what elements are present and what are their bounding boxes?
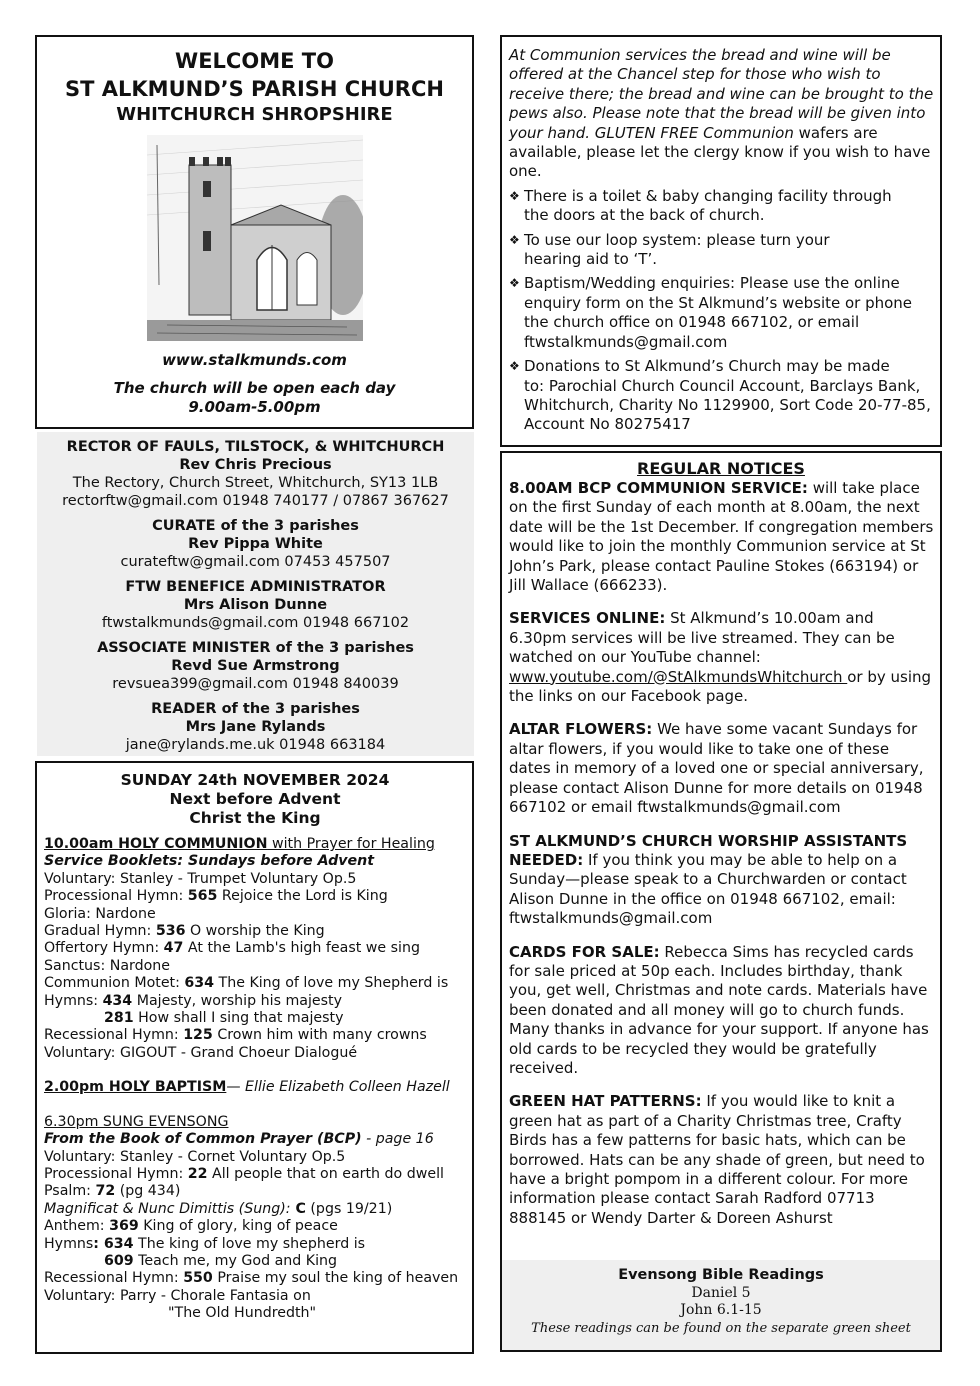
clergy-role: ASSOCIATE MINISTER of the 3 parishes	[97, 640, 414, 656]
music-line: Voluntary: GIGOUT - Grand Choeur Dialogué	[44, 1044, 358, 1061]
info-bullet: ❖ To use our loop system: please turn your hearing aid to ‘T’.	[509, 230, 830, 269]
info-bullet: ❖ There is a toilet & baby changing facility through the doors at the back of church.	[509, 186, 892, 225]
clergy-contact: jane@rylands.me.uk 01948 663184	[125, 737, 386, 753]
clergy-contact: ftwstalkmunds@gmail.com 01948 667102	[101, 615, 410, 631]
music-line: Voluntary: Parry - Chorale Fantasia on	[44, 1287, 311, 1304]
reading-line: Daniel 5	[691, 1285, 751, 1301]
regular-notices-box	[500, 451, 942, 1352]
canticle-line: Magnificat & Nunc Dimittis (Sung): C (pgs 19/21)	[44, 1200, 393, 1217]
service-feast: Christ the King	[189, 809, 321, 827]
clergy-contact: revsuea399@gmail.com 01948 840039	[112, 676, 399, 692]
music-line: Sanctus: Nardone	[44, 957, 171, 974]
opening-line1: The church will be open each day	[113, 379, 396, 397]
clergy-contacts	[37, 432, 474, 756]
welcome-box	[35, 35, 474, 429]
evensong-book: From the Book of Common Prayer (BCP) - page 16	[44, 1131, 434, 1148]
hymn-line: Communion Motet: 634 The King of love my Shepherd is	[44, 975, 449, 992]
clergy-curate	[37, 517, 474, 571]
clergy-administrator	[37, 578, 474, 632]
music-line: "The Old Hundredth"	[168, 1305, 317, 1322]
readings-heading: Evensong Bible Readings	[618, 1267, 824, 1283]
hymn-line: Hymns: 634 The king of love my shepherd is	[44, 1235, 366, 1252]
hymn-line: Processional Hymn: 22 All people that on earth do dwell	[44, 1165, 444, 1182]
welcome-line2: ST ALKMUND’S PARISH CHURCH	[65, 77, 444, 101]
clergy-reader	[37, 700, 474, 754]
sunday-services-box	[35, 761, 474, 1354]
hymn-line: 281 How shall I sing that majesty	[104, 1010, 344, 1027]
hymn-line: Processional Hymn: 565 Rejoice the Lord is King	[44, 888, 388, 905]
clergy-contact: rectorftw@gmail.com 01948 740177 / 07867 367627	[62, 493, 449, 509]
clergy-associate-minister	[37, 639, 474, 693]
notice-item: 8.00AM BCP COMMUNION SERVICE: will take place on the first Sunday of each month at 8.00am, the next date will be the 1st December. If congregation members would like to join the monthly Communion service at St John’s Park, please contact Pauline Stokes (663194) or Jill Wallace (666233).	[509, 479, 934, 595]
clergy-role: FTW BENEFICE ADMINISTRATOR	[125, 579, 386, 595]
info-bullet: ❖ Donations to St Alkmund’s Church may be made to: Parochial Church Council Account, Barclays Bank, Whitchurch, Charity No 1129900, Sort Code 20-77-85, Account No 80275417	[509, 357, 931, 434]
clergy-role: CURATE of the 3 parishes	[152, 518, 359, 534]
evensong-title: 6.30pm SUNG EVENSONG	[44, 1113, 229, 1130]
clergy-rector	[37, 438, 474, 510]
music-line: Gloria: Nardone	[44, 905, 156, 922]
clergy-role: RECTOR OF FAULS, TILSTOCK, & WHITCHURCH	[66, 439, 445, 455]
hymn-line: Gradual Hymn: 536 O worship the King	[44, 923, 325, 940]
reading-line: John 6.1-15	[680, 1302, 762, 1318]
diamond-bullet-icon: ❖	[509, 276, 520, 291]
notice-item: ALTAR FLOWERS: We have some vacant Sundays for altar flowers, if you would like to take one of these dates in memory of a loved one or special anniversary, please contact Alison Dunne for more details on 01948 667102 or email ftwstalkmunds@gmail.com	[509, 720, 924, 817]
hymn-line: 609 Teach me, my God and King	[104, 1252, 338, 1269]
service-booklets: Service Booklets: Sundays before Advent	[44, 853, 375, 870]
hymn-line: Offertory Hymn: 47 At the Lamb's high feast we sing	[44, 940, 420, 957]
welcome-line3: WHITCHURCH SHROPSHIRE	[116, 104, 393, 125]
notice-item: ST ALKMUND’S CHURCH WORSHIP ASSISTANTS NEEDED: If you think you may be able to help on a Sunday—please speak to a Churchwarden or contact Alison Dunne in the office on 01948 667102, email: ftwstalkmunds@gmail.com	[509, 831, 908, 928]
baptism-line: 2.00pm HOLY BAPTISM— Ellie Elizabeth Colleen Hazell	[44, 1079, 450, 1096]
communion-title: 10.00am HOLY COMMUNION with Prayer for Healing	[44, 836, 435, 852]
music-line: Voluntary: Stanley - Cornet Voluntary Op.5	[44, 1148, 346, 1165]
diamond-bullet-icon: ❖	[509, 188, 520, 203]
clergy-name: Mrs Jane Rylands	[185, 719, 326, 735]
opening-hours: 9.00am-5.00pm	[188, 398, 321, 416]
clergy-address: The Rectory, Church Street, Whitchurch, SY13 1LB	[72, 475, 439, 491]
service-occasion: Next before Advent	[169, 790, 341, 808]
notice-item: SERVICES ONLINE: St Alkmund’s 10.00am and 6.30pm services will be live streamed. They can be watched on our YouTube channel: www.youtube.com/@StAlkmundsWhitchurch or by using the links on our Facebook page.	[509, 609, 932, 706]
hymn-line: Recessional Hymn: 125 Crown him with many crowns	[44, 1027, 427, 1044]
psalm-line: Psalm: 72 (pg 434)	[44, 1183, 181, 1200]
notice-item: GREEN HAT PATTERNS: If you would like to knit a green hat as part of a Charity Christmas tree, Crafty Birds has a few patterns for basic hats, which can be borrowed. Hats can be any shade of green, but need to have a bright pompom in a different colour. For more information please contact Sarah Radford 07713 888145 or Wendy Darter & Doreen Ashurst	[509, 1092, 925, 1227]
clergy-name: Revd Sue Armstrong	[171, 658, 340, 674]
youtube-link[interactable]: www.youtube.com/@StAlkmundsWhitchurch	[509, 667, 848, 686]
notices-title: REGULAR NOTICES	[637, 459, 805, 478]
communion-text: At Communion services the bread and wine will be offered at the Chancel step for those who wish to receive there; the bread and wine can be brought to the pews also. Please note that the bread will be given into your hand. GLUTEN FREE Communion wafers are available, please let the clergy know if you wish to have one.	[509, 46, 934, 181]
clergy-name: Rev Chris Precious	[179, 457, 332, 473]
clergy-name: Mrs Alison Dunne	[183, 597, 328, 613]
communion-info-box	[500, 35, 942, 447]
info-bullet: ❖ Baptism/Wedding enquiries: Please use the online enquiry form on the St Alkmund’s website or phone the church office on 01948 667102, or email ftwstalkmunds@gmail.com	[509, 274, 913, 351]
website-link[interactable]: www.stalkmunds.com	[162, 351, 347, 369]
diamond-bullet-icon: ❖	[509, 232, 520, 247]
hymn-line: Hymns: 434 Majesty, worship his majesty	[44, 992, 343, 1009]
hymn-line: Recessional Hymn: 550 Praise my soul the king of heaven	[44, 1270, 459, 1287]
clergy-contact: curateftw@gmail.com 07453 457507	[120, 554, 391, 570]
welcome-line1: WELCOME TO	[175, 49, 334, 73]
clergy-role: READER of the 3 parishes	[151, 701, 360, 717]
service-date: SUNDAY 24th NOVEMBER 2024	[120, 771, 390, 789]
evensong-readings	[502, 1260, 940, 1350]
clergy-name: Rev Pippa White	[188, 536, 323, 552]
notice-item: CARDS FOR SALE: Rebecca Sims has recycled cards for sale priced at 50p each. Includes birthday, thank you, get well, Christmas and note cards. Materials have been donated and all money will go to church funds. Many thanks in advance for your support. If anyone has old cards to be recycled they would be gratefully received.	[509, 942, 929, 1077]
readings-note: These readings can be found on the separate green sheet	[531, 1321, 911, 1336]
anthem-line: Anthem: 369 King of glory, king of peace	[44, 1218, 338, 1235]
music-line: Voluntary: Stanley - Trumpet Voluntary Op.5	[44, 870, 357, 887]
diamond-bullet-icon: ❖	[509, 359, 520, 374]
church-sketch-image	[147, 135, 363, 341]
